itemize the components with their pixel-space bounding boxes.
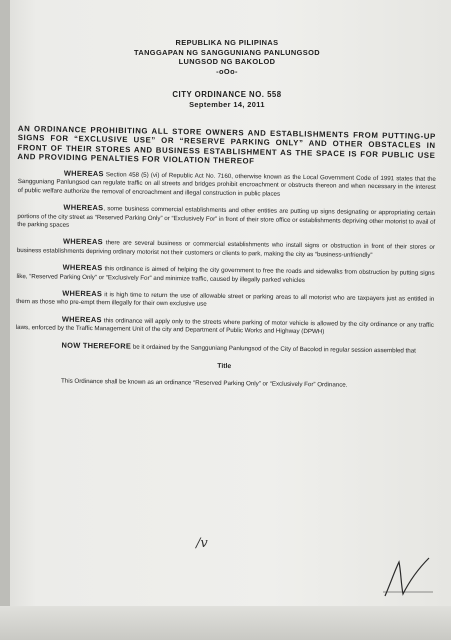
paragraph-text: it is high time to return the use of allowable street or parking areas to all motorist who are taxpayers just as entitled in them as those who pre-empt them illegally for their own exclusive use xyxy=(16,291,435,309)
paragraph xyxy=(16,263,434,287)
document-body xyxy=(15,38,436,389)
ordinance-date: September 14, 2011 xyxy=(189,99,265,109)
signature-mark xyxy=(377,552,437,600)
paragraph-lead: WHEREAS xyxy=(61,314,102,325)
header-city: LUNGSOD NG BAKOLOD xyxy=(178,57,276,67)
header-office: TANGGAPAN NG SANGGUNIANG PANLUNGSOD xyxy=(133,47,321,57)
whereas-clauses xyxy=(15,169,436,391)
section-text: This Ordinance shall be known as an ordinance “Reserved Parking Only” or “Exclusively For” Ordinance. xyxy=(61,377,348,389)
paragraph-lead: WHEREAS xyxy=(62,237,103,247)
paragraph-lead: WHEREAS xyxy=(62,263,103,273)
paragraph-text: Section 458 (5) (vi) of Republic Act No. 7160, otherwise known as the Local Government Code of 1991 states that the Sangguniang Panlungsod can regulate traffic on all streets and bridges prohibit encroachment or obstructs thereon and when necessary in the interest of public welfare authorize the removal of encroachment and illegal construction in public places xyxy=(17,171,436,198)
paragraph-text: this ordinance is aimed of helping the city government to free the roads and sidewalks from obstruction by putting signs like, “Reserved Parking Only” or “Exclusively For” and minimize traffic, caused by illegally parked vehicles xyxy=(16,265,435,284)
section-heading: Title xyxy=(217,363,232,371)
handwritten-initials: /v xyxy=(196,536,208,551)
paragraph xyxy=(16,315,434,339)
paragraph-text: there are several business or commercial establishments who install signs or obstruction in front of their stores or business establishments depriving ordinary motorist not their customers or clients to park, making the city as “business-unfriendly” xyxy=(16,239,435,259)
paragraph xyxy=(17,203,435,235)
scan-bottom-shadow xyxy=(0,606,451,640)
paragraph-text: , some business commercial establishments and other entities are putting up signs designating or appropriating certain portions of the city street as “Reserved Parking Only” or “Exclusively For” in front of their store office or establishments depriving other motorist to avail of the parking spaces xyxy=(17,205,436,229)
paragraph-lead: NOW THEREFORE xyxy=(61,340,132,351)
paragraph-text: be it ordained by the Sangguniang Panlungsod of the City of Bacolod in regular session assembled that xyxy=(131,343,416,355)
paragraph xyxy=(18,169,436,201)
ordinance-title: AN ORDINANCE PROHIBITING ALL STORE OWNERS AND ESTABLISHMENTS FROM PUTTING-UP SIGNS FOR “EXCLUSIVE USE” OR “RESERVE PARKING ONLY” AND OTHER OBSTACLES IN FRONT OF THEIR STORES AND BUSINESS ESTABLISHMENT AS THE SPACE IS FOR PUBLIC USE AND PROVIDING PENALTIES FOR VIOLATION THEREOF xyxy=(17,123,436,166)
paragraph xyxy=(15,341,433,356)
paragraph-lead: WHEREAS xyxy=(63,203,104,213)
header-ornament: -oOo- xyxy=(216,66,238,76)
paragraph-lead: WHEREAS xyxy=(62,288,103,299)
scan-left-shadow xyxy=(0,0,10,640)
paragraph xyxy=(16,289,434,313)
paragraph-lead: WHEREAS xyxy=(63,168,104,179)
paragraph xyxy=(17,238,435,262)
ordinance-number: CITY ORDINANCE NO. 558 xyxy=(172,90,282,100)
paragraph-text: this ordinance will apply only to the streets where parking of motor vehicle is allowed by the city ordinance or any traffic laws, enforced by the Traffic Management Unit of the city and Department of Public Works and Highway (DPWH) xyxy=(15,317,434,336)
header-republic: REPUBLIKA NG PILIPINAS xyxy=(175,38,279,47)
